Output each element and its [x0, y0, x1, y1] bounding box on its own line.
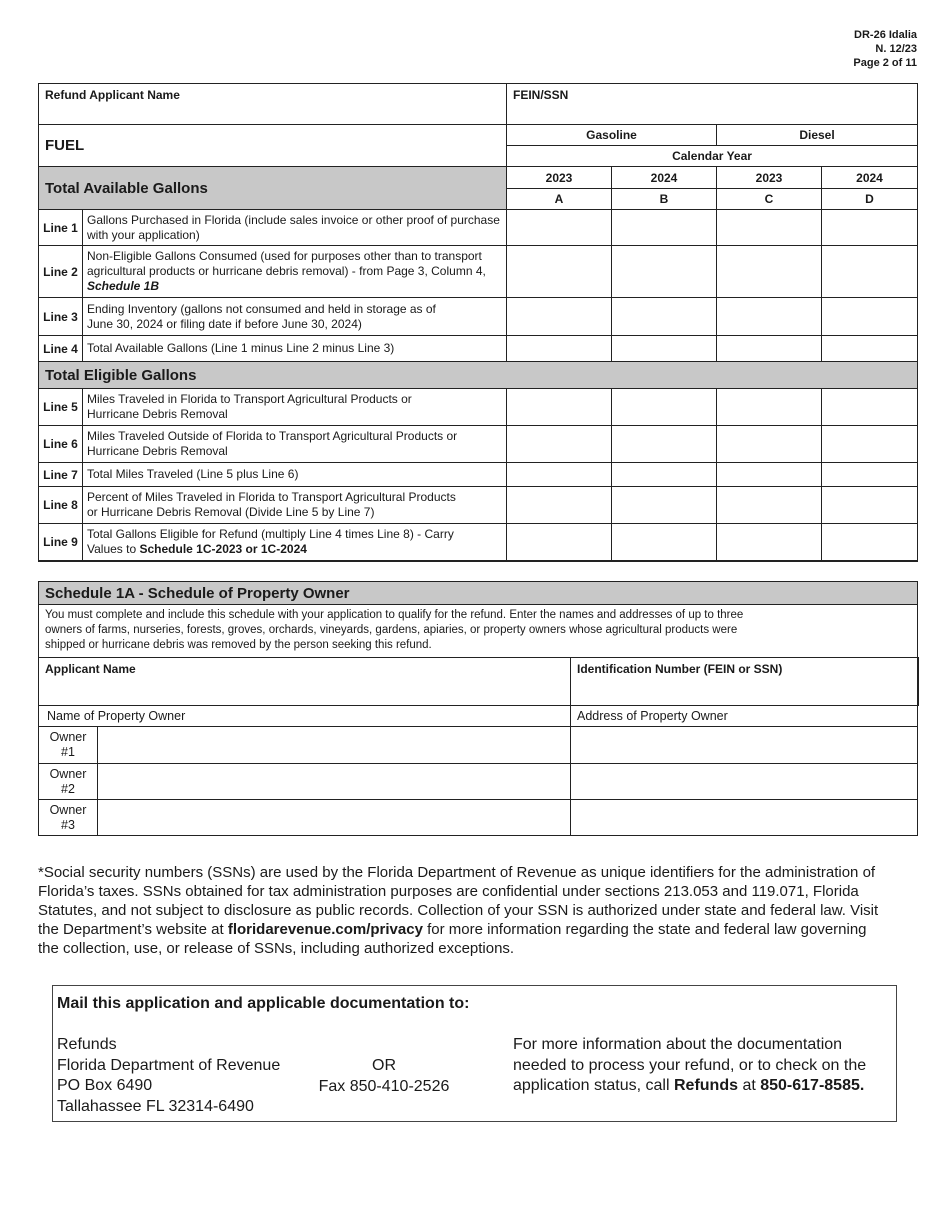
table-row: [39, 210, 918, 246]
line-description: [83, 246, 507, 298]
line-text: or Hurricane Debris Removal (Divide Line 5 by Line 7): [87, 505, 375, 519]
instruction-line: shipped or hurricane debris was removed by the person seeking this refund.: [45, 639, 432, 651]
line-text: June 30, 2024 or filing date if before June 30, 2024): [87, 316, 362, 331]
table-row: [39, 426, 918, 463]
owner-label: [39, 764, 98, 800]
line-description: Total Available Gallons (Line 1 minus Line 2 minus Line 3): [83, 336, 507, 362]
entry-cell[interactable]: [822, 389, 918, 426]
line-description: Gallons Purchased in Florida (include sales invoice or other proof of purchase with your application): [83, 210, 507, 246]
line-description: [83, 389, 507, 426]
entry-cell[interactable]: [507, 389, 612, 426]
entry-cell[interactable]: [612, 336, 717, 362]
owner-label-text: Owner: [49, 802, 87, 817]
owner-name-input[interactable]: [98, 727, 571, 764]
ssn-line: Florida’s taxes. SSNs obtained for tax administration purposes are confidential under sections 213.053 and 119.071, Florida: [38, 883, 859, 900]
instruction-line: owners of farms, nurseries, forests, groves, orchards, vineyards, gardens, apiaries, or property owners whose agricultural products were: [45, 624, 738, 636]
ssn-line: [38, 920, 918, 939]
entry-cell[interactable]: [507, 246, 612, 298]
line-description: Total Miles Traveled (Line 5 plus Line 6): [83, 463, 507, 487]
table-row: [39, 487, 918, 524]
line-description: [83, 487, 507, 524]
page-number: Page 2 of 11: [853, 57, 917, 69]
fuel-label: FUEL: [39, 125, 507, 167]
year-header: 2024: [612, 167, 717, 189]
entry-cell[interactable]: [612, 487, 717, 524]
entry-cell[interactable]: [717, 426, 822, 463]
owner-row: [39, 764, 918, 800]
entry-cell[interactable]: [612, 246, 717, 298]
entry-cell[interactable]: [612, 524, 717, 561]
refunds-label: Refunds: [673, 1077, 738, 1094]
owner-label: [39, 800, 98, 836]
line-text: Ending Inventory (gallons not consumed and held in storage as of: [87, 301, 436, 316]
line-text: Hurricane Debris Removal: [87, 444, 228, 458]
owner-address-input[interactable]: [571, 727, 918, 764]
entry-cell[interactable]: [717, 389, 822, 426]
schedule-1a-title: Schedule 1A - Schedule of Property Owner: [39, 582, 918, 605]
line-text: Percent of Miles Traveled in Florida to Transport Agricultural Products: [87, 490, 456, 504]
address-line: Refunds: [57, 1036, 117, 1053]
info-line: needed to process your refund, or to check on the: [513, 1056, 867, 1074]
column-letter: C: [717, 189, 822, 210]
instruction-line: You must complete and include this schedule with your application to qualify for the refund. Enter the names and addresses of up to three: [45, 609, 744, 621]
or-text: OR: [372, 1057, 396, 1074]
entry-cell[interactable]: [822, 298, 918, 336]
entry-cell[interactable]: [717, 336, 822, 362]
diesel-header: Diesel: [717, 125, 918, 146]
gasoline-header: Gasoline: [507, 125, 717, 146]
entry-cell[interactable]: [612, 463, 717, 487]
line-number: Line 4: [39, 336, 83, 362]
line-number: Line 1: [39, 210, 83, 246]
form-id: DR-26 Idalia: [854, 29, 917, 41]
entry-cell[interactable]: [717, 463, 822, 487]
entry-cell[interactable]: [507, 487, 612, 524]
entry-cell[interactable]: [612, 426, 717, 463]
entry-cell[interactable]: [717, 210, 822, 246]
table-row: [39, 389, 918, 426]
entry-cell[interactable]: [822, 426, 918, 463]
fein-ssn-field[interactable]: [507, 84, 918, 125]
owner-row: [39, 727, 918, 764]
mailing-title: Mail this application and applicable documentation to:: [57, 995, 470, 1012]
ssn-post-link: for more information regarding the state and federal law governing: [427, 921, 867, 938]
column-letter: D: [822, 189, 918, 210]
schedule-1c-ref: Schedule 1C-2023 or 1C-2024: [139, 541, 307, 556]
year-header: 2024: [822, 167, 918, 189]
owner-name-input[interactable]: [98, 764, 571, 800]
table-row: [39, 463, 918, 487]
line-text: Non-Eligible Gallons Consumed (used for purposes other than to transport agricultural products or hurricane debris removal) - from Page 3, Column 4,: [87, 249, 486, 278]
schedule-applicant-name-field[interactable]: [39, 658, 571, 706]
entry-cell[interactable]: [507, 210, 612, 246]
entry-cell[interactable]: [507, 298, 612, 336]
schedule-1b-ref: Schedule 1B: [87, 279, 160, 293]
entry-cell[interactable]: [507, 463, 612, 487]
line-text: Miles Traveled Outside of Florida to Transport Agricultural Products or: [87, 429, 458, 443]
entry-cell[interactable]: [507, 426, 612, 463]
line-number: Line 6: [39, 426, 83, 463]
year-header: 2023: [507, 167, 612, 189]
ssn-pre-link: the Department’s website at: [38, 921, 224, 938]
schedule-1a-instructions: [39, 605, 918, 658]
line-description: [83, 426, 507, 463]
entry-cell[interactable]: [507, 336, 612, 362]
phone-number: 850-617-8585.: [760, 1077, 865, 1094]
address-line: PO Box 6490: [57, 1077, 153, 1094]
entry-cell[interactable]: [717, 298, 822, 336]
line-number: Line 2: [39, 246, 83, 298]
entry-cell[interactable]: [822, 524, 918, 561]
form-revision: N. 12/23: [875, 43, 917, 55]
info-text: application status, call: [513, 1077, 670, 1094]
identification-number-field[interactable]: [571, 658, 918, 706]
entry-cell[interactable]: [507, 524, 612, 561]
line-text: Total Gallons Eligible for Refund (multiply Line 4 times Line 8) - Carry: [87, 526, 454, 541]
entry-cell[interactable]: [717, 524, 822, 561]
owner-label-text: Owner: [49, 730, 87, 744]
line-number: Line 7: [39, 463, 83, 487]
privacy-link[interactable]: floridarevenue.com/privacy: [227, 921, 423, 938]
info-line: For more information about the documentation: [513, 1036, 843, 1053]
owner-name-header: Name of Property Owner: [39, 706, 571, 727]
line-description: [83, 524, 507, 561]
fein-ssn-label: FEIN/SSN: [513, 88, 569, 102]
ssn-notice: [38, 863, 918, 958]
schedule-applicant-name-label: Applicant Name: [45, 662, 136, 676]
line-text: Hurricane Debris Removal: [87, 407, 228, 421]
entry-cell[interactable]: [612, 298, 717, 336]
mailing-box: [52, 985, 897, 1122]
refund-applicant-name-field[interactable]: [39, 84, 507, 125]
line-number: Line 9: [39, 524, 83, 561]
entry-cell[interactable]: [612, 210, 717, 246]
ssn-line: the collection, use, or release of SSNs, including authorized exceptions.: [38, 940, 515, 957]
form-header: [853, 28, 917, 70]
entry-cell[interactable]: [717, 246, 822, 298]
mailing-address: [57, 1035, 280, 1117]
owner-address-input[interactable]: [571, 764, 918, 800]
address-line: Florida Department of Revenue: [57, 1056, 281, 1074]
refund-applicant-name-label: Refund Applicant Name: [45, 88, 180, 102]
line-description: [83, 298, 507, 336]
calendar-year-header: Calendar Year: [507, 146, 918, 167]
table-row: [39, 524, 918, 561]
owner-address-input[interactable]: [571, 800, 918, 836]
entry-cell[interactable]: [822, 246, 918, 298]
year-header: 2023: [717, 167, 822, 189]
table-row: [39, 246, 918, 298]
info-line: [513, 1076, 893, 1097]
owner-number: #1: [61, 745, 75, 759]
owner-label-text: Owner: [49, 766, 87, 781]
entry-cell[interactable]: [822, 463, 918, 487]
ssn-line: *Social security numbers (SSNs) are used by the Florida Department of Revenue as unique identifiers for the administration of: [38, 864, 876, 881]
column-letter: B: [612, 189, 717, 210]
table-row: [39, 298, 918, 336]
column-letter: A: [507, 189, 612, 210]
schedule-1a-table: [38, 581, 919, 836]
owner-label: [39, 727, 98, 764]
table-row: [39, 336, 918, 362]
line-number: Line 8: [39, 487, 83, 524]
line-number: Line 3: [39, 298, 83, 336]
entry-cell[interactable]: [822, 210, 918, 246]
entry-cell[interactable]: [822, 487, 918, 524]
owner-number: #2: [61, 781, 75, 796]
owner-number: #3: [61, 817, 75, 832]
contact-info: [513, 1035, 893, 1097]
ssn-line: Statutes, and not subject to disclosure as public records. Collection of your SSN is authorized under state and federal law. Visit: [38, 902, 879, 919]
entry-cell[interactable]: [822, 336, 918, 362]
line-text: Values to: [87, 541, 137, 556]
entry-cell[interactable]: [717, 487, 822, 524]
owner-row: [39, 800, 918, 836]
line-number: Line 5: [39, 389, 83, 426]
at-text: at: [742, 1077, 756, 1094]
fuel-gallons-table: [38, 83, 918, 562]
fax-option: [315, 1056, 453, 1097]
fax-number: Fax 850-410-2526: [318, 1077, 450, 1095]
owner-name-input[interactable]: [98, 800, 571, 836]
line-text: Miles Traveled in Florida to Transport Agricultural Products or: [87, 392, 412, 406]
entry-cell[interactable]: [612, 389, 717, 426]
address-line: Tallahassee FL 32314-6490: [57, 1097, 254, 1115]
owner-address-header: Address of Property Owner: [571, 706, 918, 727]
identification-number-label: Identification Number (FEIN or SSN): [577, 662, 783, 676]
total-eligible-gallons-heading: Total Eligible Gallons: [39, 362, 918, 389]
total-available-gallons-heading: Total Available Gallons: [39, 167, 507, 210]
